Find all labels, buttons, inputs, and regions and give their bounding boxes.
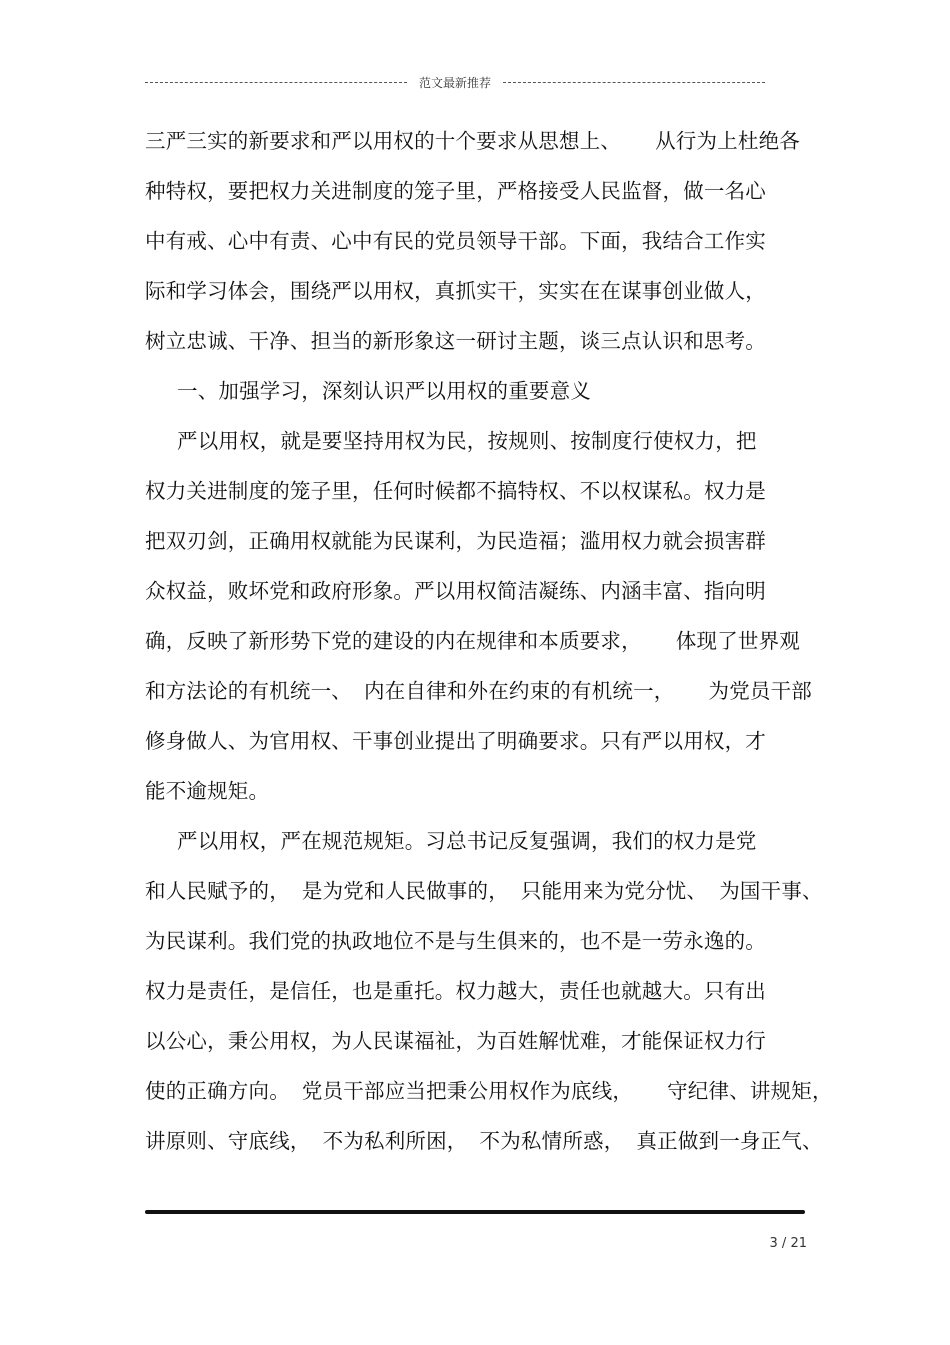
text-line: 修身做人、为官用权、干事创业提出了明确要求。只有严以用权，才 (145, 729, 766, 753)
text-line: 以公心，秉公用权，为人民谋福祉，为百姓解忧难，才能保证权力行 (145, 1029, 766, 1053)
text-line: 讲原则、守底线， 不为私利所困， 不为私情所惑， 真正做到一身正气、 (145, 1129, 823, 1153)
text-line: 使的正确方向。 党员干部应当把秉公用权作为底线， 守纪律、讲规矩， (145, 1079, 833, 1103)
text-line: 严以用权，严在规范规矩。习总书记反复强调，我们的权力是党 (177, 829, 757, 853)
text-line: 中有戒、心中有责、心中有民的党员领导干部。下面，我结合工作实 (145, 229, 766, 253)
text-line: 际和学习体会，围绕严以用权，真抓实干，实实在在谋事创业做人， (145, 279, 766, 303)
text-line: 树立忠诚、干净、担当的新形象这一研讨主题，谈三点认识和思考。 (145, 329, 766, 353)
text-line: 权力是责任，是信任，也是重托。权力越大，责任也就越大。只有出 (145, 979, 766, 1003)
text-line: 和方法论的有机统一、 内在自律和外在约束的有机统一， 为党员干部 (145, 679, 812, 703)
page-number: 3 / 21 (769, 1236, 807, 1251)
page-header (145, 72, 765, 92)
text-line: 把双刃剑，正确用权就能为民谋利，为民造福；滥用权力就会损害群 (145, 529, 766, 553)
text-line: 为民谋利。我们党的执政地位不是与生俱来的，也不是一劳永逸的。 (145, 929, 766, 953)
text-line: 权力关进制度的笼子里，任何时候都不搞特权、不以权谋私。权力是 (145, 479, 766, 503)
text-line: 确，反映了新形势下党的建设的内在规律和本质要求， 体现了世界观 (145, 629, 801, 653)
text-line: 三严三实的新要求和严以用权的十个要求从思想上、 从行为上杜绝各 (145, 129, 801, 153)
text-line: 能不逾规矩。 (145, 779, 270, 803)
footer-divider (145, 1210, 805, 1214)
section-heading: 一、加强学习，深刻认识严以用权的重要意义 (177, 379, 591, 403)
text-line: 和人民赋予的， 是为党和人民做事的， 只能用来为党分忧、 为国干事、 (145, 879, 823, 903)
document-body (145, 120, 833, 1170)
text-line: 众权益，败坏党和政府形象。严以用权简洁凝练、内涵丰富、指向明 (145, 579, 766, 603)
text-line: 种特权，要把权力关进制度的笼子里，严格接受人民监督，做一名心 (145, 179, 766, 203)
header-dash-right (503, 82, 765, 83)
text-line: 严以用权，就是要坚持用权为民，按规则、按制度行使权力，把 (177, 429, 757, 453)
header-dash-left (145, 82, 407, 83)
header-title: 范文最新推荐 (419, 75, 492, 90)
